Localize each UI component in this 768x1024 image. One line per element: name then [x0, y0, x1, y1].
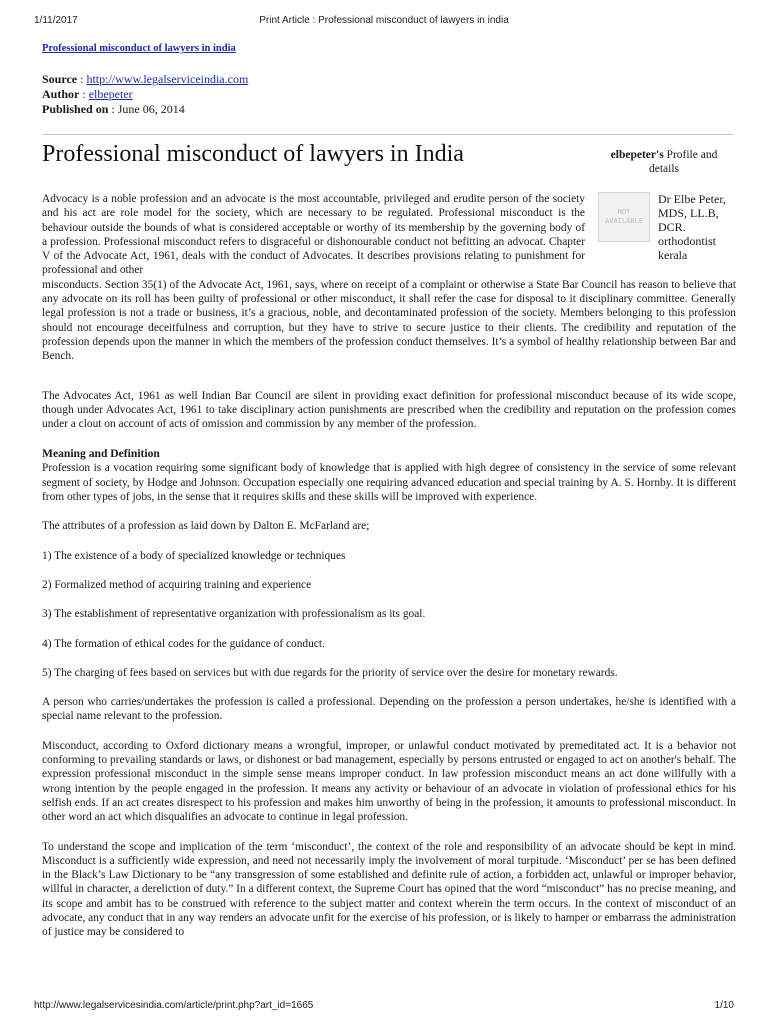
scope-paragraph: To understand the scope and implication of the term ‘misconduct’, the context of the role and responsibility of an advocate should be kept in mind. Misconduct is a sufficiently wide expression, and need not necessarily imply the involvement of moral turpitude. ‘Misconduct’ per se has been defined in the Black’s Law Dictionary to be “any transgression of some established and definite rule of action, a forbidden act, unlawful or improper behavior, willful in character, a dereliction of duty.” In a different context, the Supreme Court has opined that the word “misconduct” has no precise meaning, and its scope and ambit has to be construed with reference to the subject matter and context wherein the term occurs. In the context of misconduct of an advocate, any conduct that in any way renders an advocate unfit for the exercise of his profession, or is likely to hamper or embarrass the administration of justice may be considered to — [42, 840, 736, 939]
published-label: Published on — [42, 102, 109, 116]
divider — [42, 134, 734, 135]
attribute-item: 3) The establishment of representative organization with professionalism as its goal. — [42, 608, 426, 621]
page-number: 1/10 — [714, 1000, 734, 1011]
professional-paragraph: A person who carries/undertakes the profession is called a professional. Depending on the profession a person undertakes, he/she is identified with a special name relevant to the profession. — [42, 696, 736, 723]
author-label: Author — [42, 87, 80, 101]
article-body — [42, 192, 736, 955]
print-footer — [34, 1000, 734, 1014]
print-date: 1/11/2017 — [34, 15, 78, 26]
author-profile-suffix: Profile and details — [648, 149, 718, 175]
attributes-intro: The attributes of a profession as laid down by Dalton E. McFarland are; — [42, 520, 370, 533]
author-link[interactable]: elbepeter — [88, 87, 133, 101]
attribute-item: 2) Formalized method of acquiring training and experience — [42, 578, 312, 591]
misconduct-paragraph: Misconduct, according to Oxford dictionary means a wrongful, improper, or unlawful conduct motivated by premeditated act. It is a behavior not conforming to prevailing standards or laws, or dishonest or bad management, especially by persons entrusted or engaged to act on another's behalf. The expression professional misconduct in the simple sense means improper conduct. In law profession misconduct means an act done willfully with a wrong intention by the people engaged in the profession. It means any activity or behaviour of an advocate in violation of professional ethics for his selfish ends. If an act creates disrespect to his profession and makes him unworthy of being in the profession, it amounts to professional misconduct. In other word an act which disqualifies an advocate to continue in legal profession. — [42, 739, 736, 824]
attribute-item: 1) The existence of a body of specialized knowledge or techniques — [42, 549, 346, 562]
intro-paragraph-part2: misconducts. Section 35(1) of the Advocate Act, 1961, says, where on receipt of a complaint or otherwise a State Bar Council has reason to believe that any advocate on its roll has been guilty of professional or other misconduct, it shall refer the case for disposal to it disciplinary committee. Generally legal profession is not a trade or business, it’s a gracious, noble, and decontaminated profession of the society. Members belonging to this profession should not encourage deceitfulness and corruption, but they have to strive to secure justice to their clients. The credibility and reputation of the profession depends upon the manner in which the members of the profession conduct themselves. It’s a symbol of healthy relationship between Bar and Bench. — [42, 278, 736, 363]
article-meta: Source : http://www.legalserviceindia.com Author : elbepeter Published on : June 06, 2014 — [42, 72, 249, 116]
article-title: Professional misconduct of lawyers in India — [42, 141, 464, 167]
print-title: Print Article : Professional misconduct of lawyers in india — [259, 15, 509, 26]
advocates-act-paragraph: The Advocates Act, 1961 as well Indian Bar Council are silent in providing exact definition for professional misconduct because of its wide scope, though under Advocates Act, 1961 to take disciplinary action punishments are prescribed when the credibility and reputation on the profession comes under a clout on account of acts of omission and commission by any member of the profession. — [42, 389, 736, 431]
breadcrumb-link[interactable]: Professional misconduct of lawyers in india — [42, 43, 236, 54]
attribute-item: 5) The charging of fees based on services but with due regards for the priority of service over the desire for monetary rewards. — [42, 666, 618, 679]
source-label: Source — [42, 72, 78, 86]
print-url: http://www.legalservicesindia.com/article/print.php?art_id=1665 — [34, 1000, 314, 1011]
print-header — [34, 15, 734, 29]
intro-paragraph-part1: Advocacy is a noble profession and an advocate is the most accountable, privileged and erudite person of the society and his act are role model for the society, which are necessary to be regulated. Professional misconduct is the behaviour outside the bounds of what is considered acceptable or worthy of its membership by the governing body of a profession. Professional misconduct refers to disgraceful or dishonourable conduct not befitting an advocat. Chapter V of the Advocate Act, 1961, deals with the conduct of Advocates. It describes provisions relating to punishment for professional and other — [42, 193, 585, 277]
source-link[interactable]: http://www.legalserviceindia.com — [86, 72, 249, 86]
author-bio: Dr Elbe Peter, MDS, LL.B, DCR. orthodontist kerala — [658, 192, 726, 262]
author-profile-name: elbepeter's — [610, 149, 664, 161]
author-avatar-placeholder: NOT AVAILABLE — [598, 192, 650, 242]
profession-paragraph: Profession is a vocation requiring some significant body of knowledge that is applied with high degree of consistency in the service of some relevant segment of society, by Hodge and Johnson. Occupation especially one requiring advanced education and special training by A. S. Hornby. It is different from other types of jobs, in the sense that it requires skills and these skills will be improved with experience. — [42, 462, 736, 504]
published-date: June 06, 2014 — [117, 102, 185, 116]
section-heading-meaning: Meaning and Definition — [42, 447, 160, 461]
author-profile-box — [596, 148, 732, 176]
attribute-item: 4) The formation of ethical codes for the guidance of conduct. — [42, 637, 325, 650]
